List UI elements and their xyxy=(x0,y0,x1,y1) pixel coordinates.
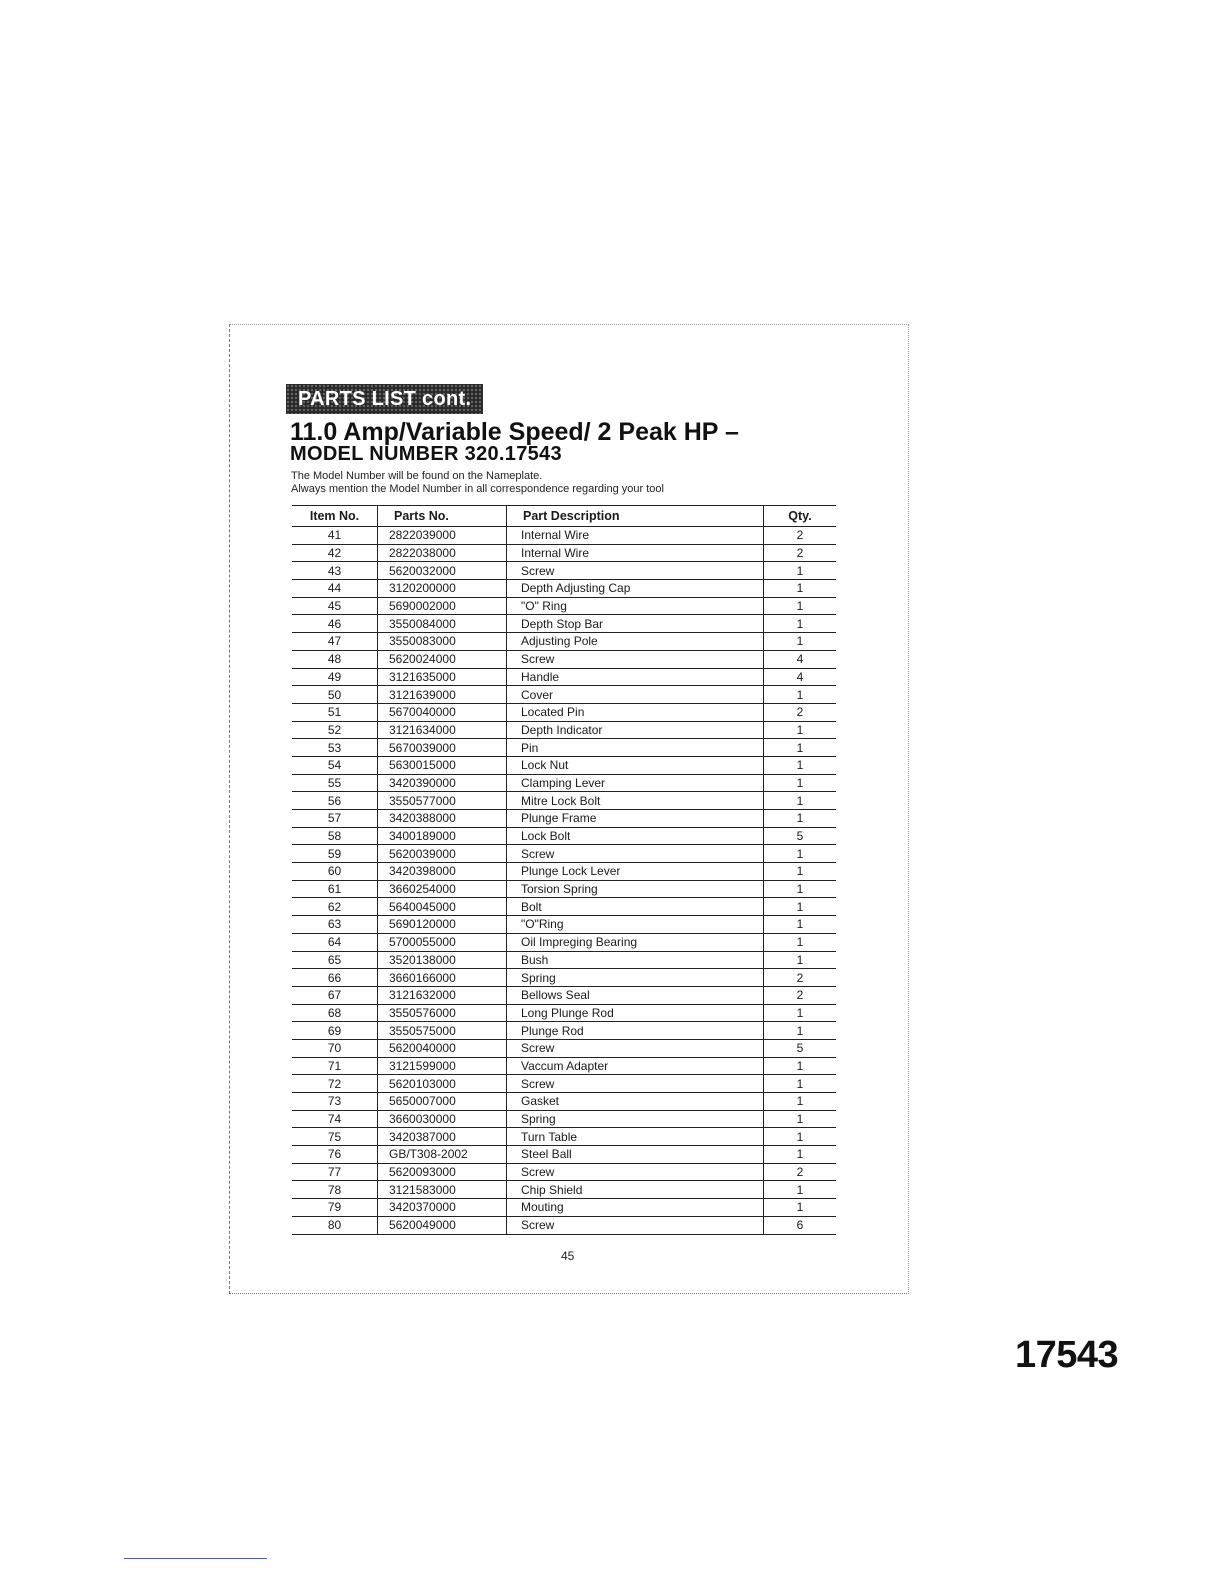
item-no-cell: 58 xyxy=(292,827,378,845)
qty-cell: 2 xyxy=(764,1163,837,1181)
table-row xyxy=(292,756,836,774)
parts-no-cell: 5670040000 xyxy=(378,703,507,721)
table-row xyxy=(292,1039,836,1057)
qty-cell: 1 xyxy=(764,792,837,810)
parts-no-cell: 3121639000 xyxy=(378,686,507,704)
table-row xyxy=(292,1216,836,1234)
table-row xyxy=(292,703,836,721)
item-no-cell: 55 xyxy=(292,774,378,792)
qty-cell: 1 xyxy=(764,1199,837,1217)
qty-cell: 2 xyxy=(764,986,837,1004)
table-row xyxy=(292,1146,836,1164)
table-row xyxy=(292,1110,836,1128)
item-no-cell: 60 xyxy=(292,863,378,881)
nameplate-note: The Model Number will be found on the Nameplate. xyxy=(291,470,543,482)
part-description-cell: Oil Impreging Bearing xyxy=(507,933,764,951)
parts-no-cell: 3520138000 xyxy=(378,951,507,969)
qty-cell: 5 xyxy=(764,1039,837,1057)
parts-no-cell: 2822039000 xyxy=(378,527,507,545)
part-description-cell: Adjusting Pole xyxy=(507,633,764,651)
part-description-cell: Plunge Lock Lever xyxy=(507,863,764,881)
footer-rule xyxy=(124,1558,267,1559)
table-row xyxy=(292,916,836,934)
item-no-cell: 78 xyxy=(292,1181,378,1199)
item-no-cell: 56 xyxy=(292,792,378,810)
parts-no-cell: 3660166000 xyxy=(378,969,507,987)
part-description-cell: Pin xyxy=(507,739,764,757)
qty-cell: 1 xyxy=(764,615,837,633)
part-description-cell: Depth Adjusting Cap xyxy=(507,580,764,598)
table-row xyxy=(292,1163,836,1181)
qty-cell: 1 xyxy=(764,774,837,792)
qty-cell: 1 xyxy=(764,863,837,881)
item-no-cell: 73 xyxy=(292,1093,378,1111)
qty-cell: 2 xyxy=(764,703,837,721)
parts-no-cell: 5700055000 xyxy=(378,933,507,951)
parts-no-cell: 3121632000 xyxy=(378,986,507,1004)
parts-list-badge: PARTS LIST cont. xyxy=(286,384,483,414)
part-description-cell: Depth Stop Bar xyxy=(507,615,764,633)
table-row xyxy=(292,1057,836,1075)
parts-no-cell: 5630015000 xyxy=(378,756,507,774)
table-row xyxy=(292,1075,836,1093)
table-row xyxy=(292,1093,836,1111)
qty-cell: 1 xyxy=(764,810,837,828)
qty-cell: 1 xyxy=(764,562,837,580)
item-no-cell: 80 xyxy=(292,1216,378,1234)
parts-no-cell: 5620024000 xyxy=(378,650,507,668)
qty-cell: 1 xyxy=(764,721,837,739)
table-row xyxy=(292,1199,836,1217)
table-row xyxy=(292,880,836,898)
part-description-cell: Screw xyxy=(507,650,764,668)
item-no-cell: 63 xyxy=(292,916,378,934)
table-row xyxy=(292,1004,836,1022)
part-description-cell: Steel Ball xyxy=(507,1146,764,1164)
item-no-cell: 66 xyxy=(292,969,378,987)
item-no-cell: 46 xyxy=(292,615,378,633)
table-row xyxy=(292,597,836,615)
item-no-cell: 76 xyxy=(292,1146,378,1164)
table-row xyxy=(292,774,836,792)
page-number: 45 xyxy=(561,1249,575,1263)
part-description-cell: Turn Table xyxy=(507,1128,764,1146)
item-no-cell: 61 xyxy=(292,880,378,898)
parts-no-cell: 3420387000 xyxy=(378,1128,507,1146)
item-no-cell: 68 xyxy=(292,1004,378,1022)
parts-no-cell: 3550084000 xyxy=(378,615,507,633)
parts-no-cell: 5690002000 xyxy=(378,597,507,615)
item-no-cell: 75 xyxy=(292,1128,378,1146)
table-row xyxy=(292,668,836,686)
part-description-cell: Torsion Spring xyxy=(507,880,764,898)
parts-no-cell: 5690120000 xyxy=(378,916,507,934)
part-description-cell: Mitre Lock Bolt xyxy=(507,792,764,810)
parts-no-cell: 3550576000 xyxy=(378,1004,507,1022)
table-header-row xyxy=(292,506,836,527)
item-no-cell: 53 xyxy=(292,739,378,757)
item-no-cell: 69 xyxy=(292,1022,378,1040)
qty-cell: 1 xyxy=(764,933,837,951)
item-no-cell: 47 xyxy=(292,633,378,651)
item-no-cell: 50 xyxy=(292,686,378,704)
table-row xyxy=(292,1128,836,1146)
parts-no-cell: 3550575000 xyxy=(378,1022,507,1040)
part-description-cell: Chip Shield xyxy=(507,1181,764,1199)
table-row xyxy=(292,615,836,633)
qty-cell: 1 xyxy=(764,1075,837,1093)
qty-cell: 1 xyxy=(764,756,837,774)
parts-no-cell: 5640045000 xyxy=(378,898,507,916)
qty-cell: 1 xyxy=(764,1181,837,1199)
item-no-cell: 70 xyxy=(292,1039,378,1057)
item-no-cell: 57 xyxy=(292,810,378,828)
parts-no-cell: 3400189000 xyxy=(378,827,507,845)
part-description-cell: Depth Indicator xyxy=(507,721,764,739)
part-description-cell: Lock Bolt xyxy=(507,827,764,845)
item-no-cell: 44 xyxy=(292,580,378,598)
document-code: 17543 xyxy=(1015,1334,1119,1376)
qty-cell: 5 xyxy=(764,827,837,845)
item-no-cell: 74 xyxy=(292,1110,378,1128)
parts-no-cell: 5620103000 xyxy=(378,1075,507,1093)
parts-no-cell: 3121635000 xyxy=(378,668,507,686)
part-description-cell: Spring xyxy=(507,1110,764,1128)
parts-no-cell: 3550083000 xyxy=(378,633,507,651)
table-row xyxy=(292,810,836,828)
parts-no-cell: 5620032000 xyxy=(378,562,507,580)
item-no-cell: 62 xyxy=(292,898,378,916)
parts-table-body xyxy=(292,527,836,1235)
part-description-cell: Mouting xyxy=(507,1199,764,1217)
part-description-cell: Vaccum Adapter xyxy=(507,1057,764,1075)
item-no-cell: 48 xyxy=(292,650,378,668)
parts-no-cell: GB/T308-2002 xyxy=(378,1146,507,1164)
item-no-cell: 65 xyxy=(292,951,378,969)
table-row xyxy=(292,739,836,757)
table-row xyxy=(292,580,836,598)
part-description-cell: Screw xyxy=(507,1039,764,1057)
parts-no-cell: 3120200000 xyxy=(378,580,507,598)
parts-no-cell: 5650007000 xyxy=(378,1093,507,1111)
qty-cell: 1 xyxy=(764,1146,837,1164)
qty-cell: 1 xyxy=(764,1128,837,1146)
item-no-cell: 79 xyxy=(292,1199,378,1217)
page-title: 11.0 Amp/Variable Speed/ 2 Peak HP – xyxy=(290,418,739,446)
qty-cell: 1 xyxy=(764,1022,837,1040)
parts-no-cell: 3660030000 xyxy=(378,1110,507,1128)
part-description-cell: Long Plunge Rod xyxy=(507,1004,764,1022)
table-row xyxy=(292,986,836,1004)
part-description-cell: Gasket xyxy=(507,1093,764,1111)
part-description-cell: Handle xyxy=(507,668,764,686)
qty-cell: 1 xyxy=(764,1110,837,1128)
table-row xyxy=(292,562,836,580)
qty-cell: 1 xyxy=(764,1004,837,1022)
qty-cell: 4 xyxy=(764,650,837,668)
parts-no-cell: 3420398000 xyxy=(378,863,507,881)
part-description-cell: Screw xyxy=(507,1075,764,1093)
parts-no-cell: 5620093000 xyxy=(378,1163,507,1181)
table-row xyxy=(292,863,836,881)
header-part-description: Part Description xyxy=(507,506,764,527)
item-no-cell: 59 xyxy=(292,845,378,863)
table-row xyxy=(292,951,836,969)
qty-cell: 4 xyxy=(764,668,837,686)
header-parts-no: Parts No. xyxy=(378,506,507,527)
qty-cell: 2 xyxy=(764,969,837,987)
table-row xyxy=(292,1022,836,1040)
correspondence-note: Always mention the Model Number in all correspondence regarding your tool xyxy=(291,483,664,495)
parts-no-cell: 3550577000 xyxy=(378,792,507,810)
item-no-cell: 67 xyxy=(292,986,378,1004)
part-description-cell: Plunge Rod xyxy=(507,1022,764,1040)
item-no-cell: 49 xyxy=(292,668,378,686)
table-row xyxy=(292,527,836,545)
part-description-cell: "O"Ring xyxy=(507,916,764,934)
parts-no-cell: 3660254000 xyxy=(378,880,507,898)
model-number-heading: MODEL NUMBER 320.17543 xyxy=(290,443,562,465)
part-description-cell: Located Pin xyxy=(507,703,764,721)
qty-cell: 1 xyxy=(764,1057,837,1075)
table-row xyxy=(292,686,836,704)
parts-no-cell: 3121634000 xyxy=(378,721,507,739)
header-item-no: Item No. xyxy=(292,506,378,527)
table-row xyxy=(292,633,836,651)
parts-no-cell: 3420388000 xyxy=(378,810,507,828)
qty-cell: 1 xyxy=(764,739,837,757)
parts-no-cell: 3121583000 xyxy=(378,1181,507,1199)
qty-cell: 2 xyxy=(764,544,837,562)
parts-no-cell: 3121599000 xyxy=(378,1057,507,1075)
item-no-cell: 42 xyxy=(292,544,378,562)
item-no-cell: 45 xyxy=(292,597,378,615)
table-row xyxy=(292,544,836,562)
part-description-cell: Bush xyxy=(507,951,764,969)
qty-cell: 2 xyxy=(764,527,837,545)
parts-table xyxy=(292,505,836,1235)
item-no-cell: 52 xyxy=(292,721,378,739)
parts-no-cell: 2822038000 xyxy=(378,544,507,562)
parts-no-cell: 5620040000 xyxy=(378,1039,507,1057)
part-description-cell: Internal Wire xyxy=(507,527,764,545)
qty-cell: 1 xyxy=(764,597,837,615)
item-no-cell: 51 xyxy=(292,703,378,721)
item-no-cell: 43 xyxy=(292,562,378,580)
qty-cell: 1 xyxy=(764,580,837,598)
part-description-cell: Internal Wire xyxy=(507,544,764,562)
item-no-cell: 72 xyxy=(292,1075,378,1093)
table-row xyxy=(292,721,836,739)
parts-no-cell: 3420370000 xyxy=(378,1199,507,1217)
qty-cell: 1 xyxy=(764,898,837,916)
qty-cell: 1 xyxy=(764,1093,837,1111)
qty-cell: 1 xyxy=(764,633,837,651)
part-description-cell: Plunge Frame xyxy=(507,810,764,828)
part-description-cell: Screw xyxy=(507,1163,764,1181)
table-row xyxy=(292,827,836,845)
parts-no-cell: 3420390000 xyxy=(378,774,507,792)
part-description-cell: Screw xyxy=(507,1216,764,1234)
part-description-cell: Lock Nut xyxy=(507,756,764,774)
qty-cell: 1 xyxy=(764,951,837,969)
part-description-cell: Cover xyxy=(507,686,764,704)
table-row xyxy=(292,845,836,863)
parts-no-cell: 5620039000 xyxy=(378,845,507,863)
qty-cell: 1 xyxy=(764,686,837,704)
item-no-cell: 64 xyxy=(292,933,378,951)
table-row xyxy=(292,650,836,668)
header-qty: Qty. xyxy=(764,506,837,527)
qty-cell: 1 xyxy=(764,845,837,863)
part-description-cell: Bolt xyxy=(507,898,764,916)
qty-cell: 1 xyxy=(764,880,837,898)
table-row xyxy=(292,969,836,987)
part-description-cell: Screw xyxy=(507,845,764,863)
part-description-cell: "O" Ring xyxy=(507,597,764,615)
qty-cell: 1 xyxy=(764,916,837,934)
part-description-cell: Spring xyxy=(507,969,764,987)
parts-no-cell: 5620049000 xyxy=(378,1216,507,1234)
item-no-cell: 54 xyxy=(292,756,378,774)
qty-cell: 6 xyxy=(764,1216,837,1234)
table-row xyxy=(292,792,836,810)
table-row xyxy=(292,933,836,951)
parts-no-cell: 5670039000 xyxy=(378,739,507,757)
part-description-cell: Bellows Seal xyxy=(507,986,764,1004)
item-no-cell: 71 xyxy=(292,1057,378,1075)
table-row xyxy=(292,1181,836,1199)
table-row xyxy=(292,898,836,916)
item-no-cell: 77 xyxy=(292,1163,378,1181)
part-description-cell: Screw xyxy=(507,562,764,580)
part-description-cell: Clamping Lever xyxy=(507,774,764,792)
item-no-cell: 41 xyxy=(292,527,378,545)
